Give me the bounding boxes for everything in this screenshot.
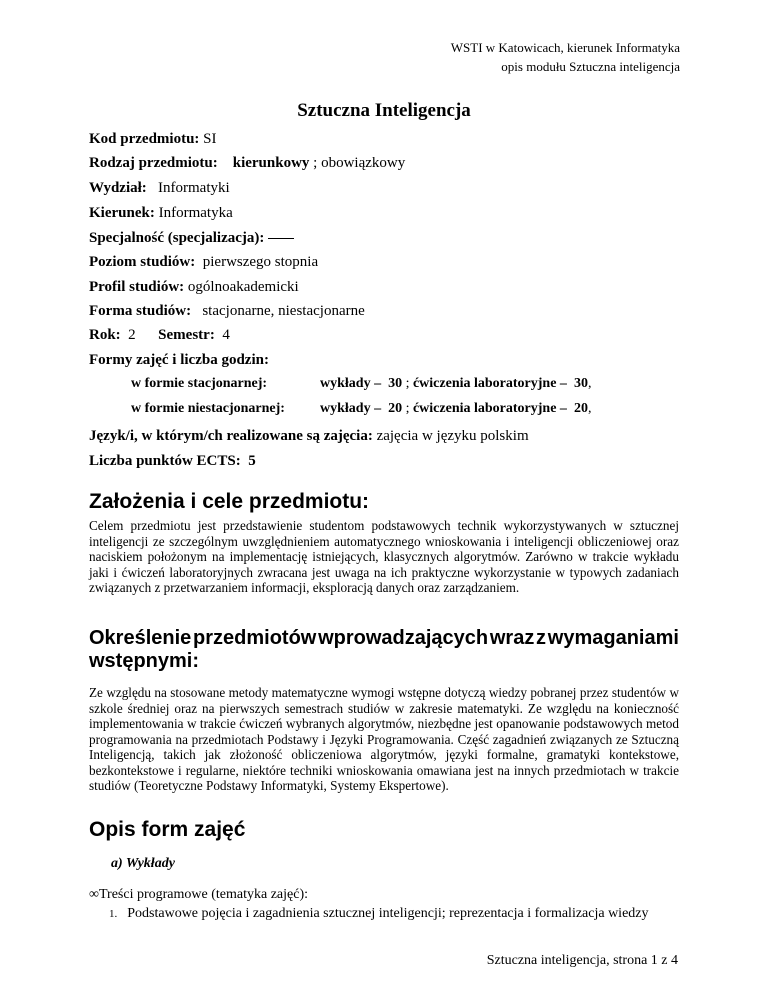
field-value: 5 [248,453,256,469]
field-label: Wydział: [89,180,147,196]
field-rodzaj [89,153,405,173]
hours-mode: w formie niestacjonarnej: [131,401,285,416]
field-value: stacjonarne, niestacjonarne [202,303,365,319]
hours-mode: w formie stacjonarnej: [131,376,268,391]
field-value-rok: 2 [128,327,136,343]
separator: ; [402,401,413,416]
field-label: Rodzaj przedmiotu: [89,155,218,171]
empty-value-dash [268,238,294,239]
field-value: Informatyki [158,180,230,196]
field-value: ogólnoakademicki [187,279,299,295]
lab-hours: 30 [573,376,588,391]
lecture-label: wykłady – [320,401,382,416]
field-value-bold: kierunkowy [232,155,310,171]
section-title-cele: Założenia i cele przedmiotu: [89,490,370,513]
section-title-line-1 [89,627,679,650]
program-content-heading: ∞Treści programowe (tematyka zajęć): [89,887,308,902]
list-item-number: 1. [109,908,118,920]
lecture-label: wykłady – [320,376,382,391]
field-value-semestr: 4 [222,327,230,343]
field-wydzial [89,178,230,198]
header-line-2: opis modułu Sztuczna inteligencja [501,59,680,74]
row-end: , [587,376,592,391]
row-end: , [587,401,592,416]
lecture-hours: 20 [388,401,403,416]
field-ects [89,451,256,471]
field-label: Specjalność (specjalizacja): [89,230,265,246]
field-value: pierwszego stopnia [202,254,319,270]
field-value: SI [203,131,217,147]
field-label: Kierunek: [89,205,155,221]
field-label: Profil studiów: [89,279,185,295]
section-title-line-2: wstępnymi: [89,650,200,672]
field-specjalnosc [89,228,294,248]
lecture-hours: 30 [388,376,403,391]
field-label-rok: Rok: [89,327,121,343]
section-title-wymagania [89,627,679,673]
section-text-wymagania: Ze względu na stosowane metody matematyczne wymogi wstępne dotyczą wiedzy pobranej przez studentów w szkole średniej oraz na pierwszych semestrach studiów w zakresie matematyki. Ze względu na konieczność implementowania w trakcie ćwiczeń wybranych algorytmów, niezbędne jest opanowanie podstawowych metod programowania na przedmiotach Podstawy i Języki Programowania. Część zagadnień związanych ze Sztuczną Inteligencją, takich jak złożoność obliczeniowa algorytmów, języki formalne, gramatyki kontekstowe, bezkontekstowe i regularne, niektóre techniki wnioskowania omawiana jest na innych przedmiotach w trakcie studiów (Teoretyczne Podstawy Informatyki, Systemy Ekspertowe). [89,685,679,793]
title-word: wraz [489,627,535,649]
section-title-opis: Opis form zajęć [89,818,246,841]
field-formy-zajec [89,350,269,370]
field-label-semestr: Semestr: [158,327,215,343]
field-poziom [89,252,318,272]
field-kod [89,129,217,149]
field-profil [89,277,299,297]
field-forma [89,301,365,321]
lab-label: ćwiczenia laboratoryjne – [412,376,567,391]
field-label: Forma studiów: [89,303,192,319]
field-label: Liczba punktów ECTS: [89,453,241,469]
list-item [109,906,649,922]
field-label: Język/i, w którym/ch realizowane są zajęcia: [89,428,373,444]
title-word: przedmiotów [193,627,317,649]
title-word: wprowadzających [318,627,489,649]
title-word: wymaganiami [547,627,679,649]
subsection-title-wyklady: a) Wykłady [111,856,175,871]
lab-label: ćwiczenia laboratoryjne – [412,401,567,416]
lab-hours: 20 [573,401,588,416]
page-footer: Sztuczna inteligencja, strona 1 z 4 [486,953,678,968]
field-label: Kod przedmiotu: [89,131,200,147]
title-word: Określenie [89,627,192,649]
title-word: z [536,627,547,649]
document-title: Sztuczna Inteligencja [297,100,471,121]
field-kierunek [89,203,233,223]
field-label: Poziom studiów: [89,254,196,270]
field-value: zajęcia w języku polskim [376,428,529,444]
hours-row-niestacjonarne [131,401,591,417]
field-jezyk [89,426,529,446]
hours-row-stacjonarne [131,376,591,392]
field-rok-semestr [89,325,230,345]
header-line-1: WSTI w Katowicach, kierunek Informatyka [450,40,680,55]
field-value: Informatyka [158,205,233,221]
field-value: ; obowiązkowy [309,155,406,171]
list-item-text: Podstawowe pojęcia i zagadnienia sztucznej inteligencji; reprezentacja i formalizacja wiedzy [127,906,649,921]
separator: ; [402,376,413,391]
section-text-cele: Celem przedmiotu jest przedstawienie studentom podstawowych technik wykorzystywanych w sztucznej inteligencji ze szczególnym uwzględnieniem automatycznego wnioskowania i inteligencji obliczeniowej oraz naciskiem położonym na implementację istniejących, klasycznych algorytmów. Zarówno w trakcie wykładu jaki i ćwiczeń laboratoryjnych zwracana jest uwaga na ich praktyczne wykorzystanie w typowych zadaniach związanych z przetwarzaniem informacji, eksploracją danych oraz zarządzaniem. [89,518,679,595]
field-label: Formy zajęć i liczba godzin: [89,352,269,368]
